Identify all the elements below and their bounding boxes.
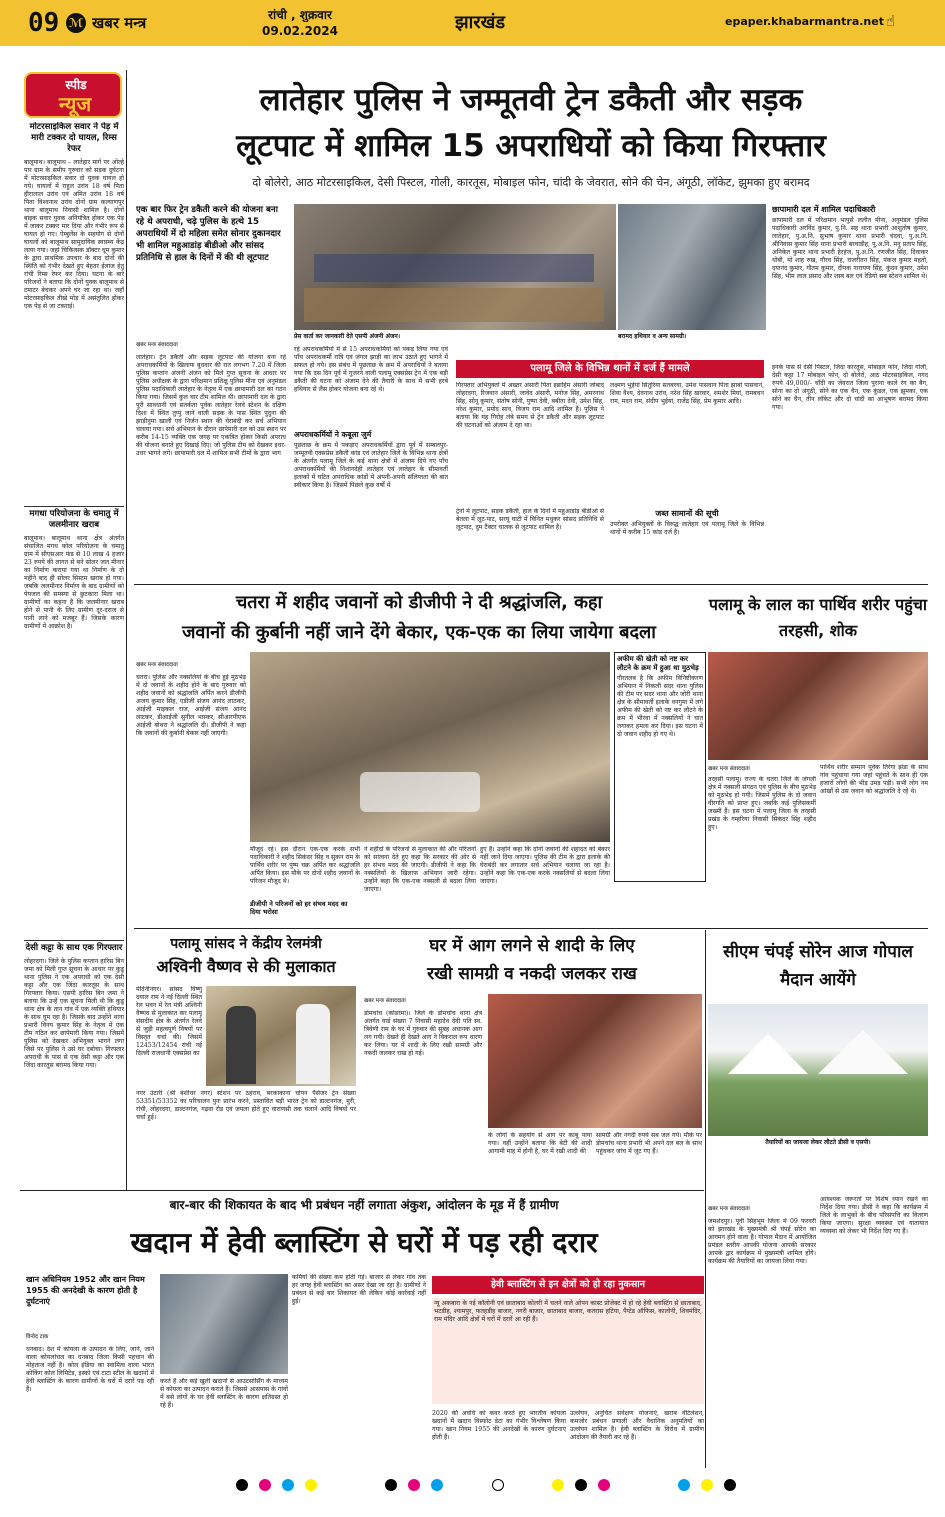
ghar-aag-headline-1: घर में आग लगने से शादी के लिए (429, 936, 635, 956)
color-dot-icon (575, 1479, 587, 1491)
epaper-link[interactable]: epaper.khabarmantra.net (725, 15, 884, 28)
ghar-aag-body-3: सामग्री और नगदी रुपये सब जल गये। मौके पर डोमचांच थाना प्रभारी भी अपने दल बल के साथ पहुंचकर जांच में जुट गए हैं। (596, 1132, 702, 1155)
color-dot-icon (236, 1479, 248, 1491)
color-dot-icon (259, 1479, 271, 1491)
page-number: 09 (28, 8, 60, 38)
lead-right-title: छापामारी दल में शामिल पदाधिकारी (772, 205, 876, 214)
chatra-headline-1: चतरा में शहीद जवानों को डीजीपी ने दी श्रद्धांजलि, कहा (235, 592, 603, 613)
chatra-body-2: मौजूद रहे। इस दौरान एक-एक करके सभी पदाधिकारी ने शहीद सिकंदर सिंह व सुकन राम के पार्थिव शरीर पर पुष्प चक्र अर्पित कर श्रद्धांजलि अर्पित किया। इस मौके पर दोनों शहीद जवानों के परिजन मौजूद थे। (250, 846, 360, 885)
ghar-aag-byline: खबर मन्त्र संवाददाता (364, 998, 406, 1004)
lead-photo-seized-items (618, 204, 766, 330)
speed-news-item-2 (24, 506, 124, 936)
khadan-photo (160, 1274, 288, 1374)
chatra-body-4: हुए हैं। उन्होंने कहा कि दोनों जवानों की शहादत को बेकार नहीं जाने दिया जाएगा। पुलिस की टीम के द्वारा इलाके की घेराबंदी कर लगातार सर्च अभियान चलाया जा रहा है। उन्होंने कहा कि एक-एक करके नक्सलियों से बदला लिया जाएगा। (480, 846, 610, 885)
lead-headline-1: लातेहार पुलिस ने जम्मूतवी ट्रेन डकैती और सड़क (259, 82, 803, 118)
chatra-photo-tribute (250, 652, 610, 842)
khadan-byline: विनोद टाक (26, 1334, 49, 1340)
color-dot-icon (305, 1479, 317, 1491)
palamu-lal-body-1: तरहसी पलामू। राज्य के चतरा जिले के जंगली क्षेत्र में नक्सली संगठन एवं पुलिस के बीच मुठभेड़ को मुठभेड़ हो गयी। जिसमें पुलिस के दो जवान वीरगति को प्राप्त हुए। जबकि कई पुलिसकर्मी जख्मी हैं। इस घटना में पलामू जिला के तरहसी प्रखंड के गम्हरिया निवासी सिकंदर सिंह शहीद हुए। (708, 776, 816, 831)
khadan-red-title: हेवी ब्लास्टिंग से इन क्षेत्रों को हो रहा नुकसान (432, 1276, 704, 1294)
lead-band-body: गिरफ्तार अभियुक्तों में अख्तर अंसारी पिता इब्राहिम अंसारी जोंबाद लोहरदगा, रिजवान अंसारी, जावेद अंसारी, मनोज सिंह, अमरनाथ सिंह, सोनू कुमार, संतोष सोनी, पुष्पा देवी, बबीता देवी, उमेश सिंह, नरेश कुमार, प्रमोद साव, विजय राम आदि शामिल हैं। पुलिस ने बताया कि यह गिरोह लंबे समय से ट्रेन डकैती और सड़क लूटपाट की घटनाओं को अंजाम दे रहा था। (456, 382, 604, 429)
lead-jabt-title: जब्त सामानों की सूची (655, 509, 719, 518)
lead-col-2 (294, 346, 448, 578)
speed-news-item-3 (24, 940, 124, 1190)
vaishnav-photo (206, 986, 356, 1086)
lead-headline-2: लूटपाट में शामिल 15 अपराधियों को किया गिरफ्तार (236, 128, 826, 164)
color-dot-icon (724, 1479, 736, 1491)
ghar-aag-body-1: डोमचांच (कोडरमा)। जिले के डोमचांच थाना क्षेत्र अंतर्गत वार्ड संख्या 7 निवासी महादेव देवी पति स्व. त्रिवेणी राम के घर में गुरुवार की सुबह अचानक आग लग गयी। देखते ही देखते आग ने विकराल रूप धारण कर लिया। घर में शादी के लिए रखी सामग्री और नकदी जलकर राख हो गई। (364, 1010, 482, 1057)
khadan-body-2: करते हैं और कई खुली खदानों से आउटसोर्सिंग के माध्यम से कोयला का उत्पादन कराते हैं। जिससे आसपास के गांवों में बसे लोगों के घर हेवी ब्लास्टिंग के कारण क्षतिग्रस्त हो रहे हैं। (160, 1378, 288, 1409)
khadan-kicker: बार-बार की शिकायत के बाद भी प्रबंधन नहीं लगाता अंकुश, आंदोलन के मूड में हैं ग्रामीण (169, 1198, 559, 1212)
speed-news-item-body: बालूमाथ। बालूमाथ – लातेहार मार्ग पर ओल्हे पार ग्राम के समीप गुरुवार को सड़क दुर्घटना में मोटरसाइकिल सवार दो युवक घायल हो गये। घायलों में राहुल उरांव 18 वर्ष पिता हीरालाल उरांव एवं अमित उरांव 18 वर्ष पिता विश्वनाथ उरांव दोनों ग्राम कल्याणपुर थाना बालूमाथ निवासी शामिल है। दोनों बाइक सवार युवक अनियंत्रित होकर एक पेड़ में जाकर टक्कर मार दिया और गंभीर रूप से घायल हो गए। ऐम्बुलेंस के सहयोग से दोनों घायलों को बालूमाथ सामुदायिक स्वास्थ्य केंद्र लाया गया। जहां चिकित्सक डॉक्टर धूम कुमार के द्वारा प्राथमिक उपचार के बाद दोनों की स्थिति को गंभीर देखते हुए बेहतर ईलाज हेतु रांची रिम्स रेफर कर दिया। घटना के बारे परिजनों ने बताया कि दोनों युवक बालूमाथ से टमाटर बेचकर अपने घर जा रहा था। जहाँ मोटरसाइकिल तीखे मोड़ में असंतुलित होकर एक पेड़ से जा टकराई। (24, 159, 124, 310)
lead-band-body-3: लक्ष्मण भुईयां सितुरिया सतबरवा, उमेश पासवान पिता झाबो पासवान, शिवा वैश्य, देवनाथ उरांव, नरेश सिंह खरवार, शमशेर मियां, रामबचन राम, मदन राम, संदीप भुईयां, राजेंद्र सिंह, प्रेम कुमार आदि। (610, 382, 764, 405)
cm-body-2: आवश्यक जरूरतों पर विशेष ध्यान रखने का निर्देश दिया गया। डीसी ने कहा कि कार्यक्रम में जिले के लाभुकों के बीच परिसंपत्ति का वितरण किया जाएगा। सुरक्षा व्यवस्था एवं यातायात व्यवस्था को लेकर भी निर्देश दिए गए हैं। (820, 1196, 928, 1235)
masthead (0, 0, 945, 46)
lead-sub-a: अपराधकर्मियों ने कबूला जुर्म (294, 430, 372, 439)
color-dot-icon (385, 1479, 397, 1491)
khadan-body-4: 2020 की अवधि को कवर करते हुए भारतीय कोयला खदानों में खदान विस्फोट डेटा का गंभीर विश्लेषण किया गया। खान नियम 1955 की अनदेखी के कारण दुर्घटनाएं होती हैं। (432, 1410, 566, 1441)
color-dot-icon (408, 1479, 420, 1491)
color-dot-icon (678, 1479, 690, 1491)
pointer-icon: ☝ (886, 12, 896, 30)
speed-news-item-title: मगधा परियोजना के चमातु में जलमीनार खराब (29, 509, 119, 530)
chatra-headline-2: जवानों की कुर्बानी नहीं जाने देंगे बेकार, एक-एक का लिया जायेगा बदला (182, 622, 656, 643)
print-registration-marks (0, 1476, 945, 1506)
crosshair-icon (492, 1479, 504, 1491)
lead-band-body-2: ट्रेनों में लूटपाट, सड़क डकैती, हाल के दिनों में महुआडांड़ बीडीओ से बेतला में लूट-पाट, सरयू घाटी में विनित मधुकर सांसद प्रतिनिधि से लूटपाट, दुम टैंक्टर चालक से लूटपाट शामिल है। (456, 508, 604, 531)
chatra-sub: डीजीपी ने परिजनों को हर संभव मदद का दिया भरोसा (250, 900, 348, 916)
ghar-aag-headline-2: रखी सामग्री व नकदी जलकर राख (427, 964, 637, 984)
color-dot-icon (701, 1479, 713, 1491)
lead-jabt-box (610, 508, 764, 578)
chatra-box-title: अफीम की खेती को नष्ट कर लौटने के क्रम में हुआ था मुठभेड़ (617, 655, 699, 672)
speed-news-logo (24, 72, 122, 118)
cm-headline: सीएम चंपई सोरेन आज गोपाल मैदान आयेंगे (723, 942, 913, 990)
speed-news-logo-top: स्पीड (65, 78, 87, 92)
color-dot-icon (598, 1479, 610, 1491)
speed-news-item-body: बालूमाथ। बालूमाथ थाना क्षेत्र अंतर्गत संचालित मगध कोल परियोजना के चमातु ग्राम में सीएसआर फंड से 10 लाख 4 हजार 23 रुपये की लागत से बने सोलर जल मीनार का निर्माण कराया गया था निर्माण के दो महीने बाद ही सोलर सिस्टम खराब हो गया। जबकि जलमीनार निर्माण के बाद ग्रामीणों को पेयजल की समस्या से छुटकारा मिला था। ग्रामीणों का कहना है कि जलमीनार खराब होने से पानी के लिए ग्रामीण दूर-दराज से पानी लाने को मजबूर हैं। जिसके कारण ग्रामीणों में आक्रोश है। (24, 535, 124, 630)
palamu-lal-byline: खबर मन्त्र संवाददाता (708, 766, 750, 772)
khadan-side-title: खान अधिनियम 1952 और खान नियम 1955 की अनदेखी के कारण होती है दुर्घटनाएं (26, 1275, 145, 1306)
lead-photo2-caption: बरामद हथियार व अन्य सामग्री। (618, 333, 687, 340)
color-dot-icon (552, 1479, 564, 1491)
lead-deck: एक बार फिर ट्रेन डकैती करने की योजना बना रहे थे अपराधी, चढ़े पुलिस के हत्थे 15 अपराधियों में दो महिला समेत सोनार दुकानदार भी शामिल महुआडांड़ बीडीओ और सांसद प्रतिनिधि से हाल के दिनों में की थी लूटपाट (136, 205, 281, 263)
lead-body-2: रहे अपराधकर्मियों में से 15 अपराधकर्मियों को पकड़ लिया गया एवं पाँच अपराधकर्मी रात्रि एवं जंगल झाड़ी का लाभ उठाते हुए भागने में सफल हो गये। इस संबंध में पूछताछ के क्रम में अपराधियों ने बताया गया कि दस दिन पूर्व में गुजरने वाली पलामू एक्सप्रेस ट्रेन में एक बड़ी डकैती की घटना को अंजाम देने की तैयारी के साथ में सभी हरबे हथियार से लैस होकर योजना बना रहे थे। (294, 346, 448, 393)
cm-body-1: जमशेदपुर। पूर्वी सिंहभूम जिला में 09 फरवरी को झारखंड के मुख्यमंत्री श्री चंपई सोरेन का आगमन होने वाला है। गोपाल मैदान में आयोजित प्रमंडल स्तरीय आपकी योजना आपकी सरकार आपके द्वार कार्यक्रम में मुख्यमंत्री शामिल होंगे। कार्यक्रम की तैयारियों का जायजा लिया गया। (708, 1218, 816, 1265)
chatra-box (614, 652, 706, 882)
vaishnav-headline-1: पलामू सांसद ने केंद्रीय रेलमंत्री (170, 936, 322, 952)
lead-subhead: दो बोलेरो, आठ मोटरसाइकिल, देसी पिस्टल, गोली, कारतूस, मोबाइल फोन, चांदी के जेवरात, सोने की चेन, अंगूठी, लॉकेट, झुमका हुए बरामद (252, 176, 810, 189)
color-dot-icon (431, 1479, 443, 1491)
cm-caption: तैयारियों का जायजा लेकर लौटते डीसी व एसपी। (765, 1139, 871, 1146)
lead-band-title: पलामू जिले के विभिन्न थानों में दर्ज हैं मामले (456, 360, 764, 378)
lead-right-body-2: इनके पास से देसी पिस्टल, जिंदा कारतूस, मोबाइल फोन, जिंदा गोली, देसी कट्टा 17 मोबाइल फोन, दो बोलेरो, आठ मोटरसाइकिल, नगद रुपये 49,000/- चाँदी का जेवरात जिला पुराना काले रंग का बैग, सोना का दो अंगूठी, सोने का एक चैन, एक कुंडल, एक झुमका, एक सोने का चैन, तीन लॉकेट और दो चांदी का आभूषण बरामद किया गया। (772, 364, 928, 411)
khadan-red-body: न्यू अकबारा के नई कॉलोनी एवं छाताबाद कोलरी में चलने वाले ओपन कास्ट प्रोजेक्ट में हो रहे हेवी ब्लास्टिंग से छाताबाद, भटडीह, श्यामपुर, फतहडीह बाजार, नगरी बाजार, छाताबाद बाजार, कतरास हटिया, पैप्टेड ऑफिस, कालोनी, शिवमंदिर, राम मंदिर आदि क्षेत्रों में घरों में दरारें आ रही हैं। (432, 1298, 704, 1404)
speed-news-item-title: देसी कट्टा के साथ एक गिरफ्तार (25, 943, 123, 953)
vaishnav-body-1: मेदिनीनगर। सांसद विष्णु दयाल राम ने नई दिल्ली स्थित रेल भवन में रेल मंत्री अश्विनी वैष्णव से मुलाकात कर पलामू संसदीय क्षेत्र के अंतर्गत रेलवे से जुड़ी महत्वपूर्ण विषयों पर विस्तृत चर्चा की। जिसमें 12453/12454 रांची नई दिल्ली राजधानी एक्सप्रेस का (136, 986, 202, 1057)
speed-news-logo-bottom: न्यूज (58, 92, 92, 116)
color-dot-icon (282, 1479, 294, 1491)
lead-body-1: लातेहार। ट्रेन डकैती और सड़क लूटपाट की योजना बना रहे अपराधकर्मियों के खिलाफ बुधवार की रात लगभग 7.20 में जिला पुलिस कप्तान अंजनी अंजन को मिले गुप्त सूचना के आधार पर पुलिस अधीक्षक के द्वारा परिक्षमान प्रशिक्षु पुलिस मीना एवं अनुमंडल पुलिस पदाधिकारी लातेहार के नेतृत्व में एक छापामारी दल का गठन किया गया। जिसमें कुल चार टीम शामिल थी। छापामारी दल के द्वारा पूरी सावधानी एवं सतर्कता पूर्वक लातेहार रेलवे स्टेशन के दक्षिण दिशा में स्थित तुप्पु जाने वाली सड़क के पास स्थित पुदुना की झाड़ीनुमा खाली एवं निर्जन स्थान की घेराबंदी कर सर्च अभियान चलाया गया। सर्च अभियान के दौरान छापेमारी दल को उस स्थान पर करीब 14-15 व्यक्ति एक जगह पर एकत्रित होकर किसी अपराध की योजना बनाते हुए दिखाई दिए। जो पुलिस टीम को देखकर इधर-उधर भागने लगे। छापामारी दल में शामिल सभी टीमों के द्वारा भाग (136, 354, 286, 457)
cm-photo (708, 1004, 928, 1136)
cm-byline: खबर मन्त्र संवाददाता (708, 1206, 750, 1212)
city-day: रांची , शुक्रवार (268, 8, 332, 22)
palamu-lal-headline: पलामू के लाल का पार्थिव शरीर पहुंचा तरहसी, शोक (708, 595, 928, 640)
khadan-body-5: उल्लंघन, अनुचित सर्वेक्षण योजनाएं, खराब वेंटिलेशन, कमजोर प्रबंधन प्रणाली और वैधानिक अनुमतियों का उल्लंघन शामिल है। हेवी ब्लास्टिंग के विरोध में ग्रामीण आंदोलन की तैयारी कर रहे हैं। (570, 1410, 704, 1441)
lead-jabt-body: उपरोक्त अभियुक्तों के विरुद्ध लातेहार एवं पलामू जिले के विभिन्न थानों में करीब 15 कांड दर्ज है। (610, 521, 764, 536)
brand-logo-icon: ℳ (66, 13, 86, 33)
chatra-body-1: चतरा। पुलिस और नक्सलियों के बीच हुई मुठभेड़ में दो जवानों के शहीद होने के बाद गुरुवार को शहीद जवानों को श्रद्धांजलि अर्पित करने डीजीपी अजय कुमार सिंह, एडीजी संजय आनंद लाठकर, आईजी माइकल राज, आईजी संजय आनंद लाटकर, डीआईजी सुनील भास्कर, सीआरपीएफ आईजी बोथरा ने श्रद्धांजलि दी। डीजीपी ने कहा कि जवानों की कुर्बानी बेकार नहीं जाएगी। (136, 674, 246, 737)
khadan-body-1: धनबाद। देश में कोयला के उत्पादन के लिए, जाने, जाने वाला कोयलांचल का धनबाद जिला किसी पहचान की मोहताज नहीं है। कोल इंडिया का स्वामित्व वाला भारत कोकिंग कोल लिमिटेड, इस्को एवं टाटा स्टील के खदानों में हेवी ब्लास्टिंग के कारण ग्रामीणों के घरों में दरारें पड़ रही हैं। (26, 1346, 154, 1393)
chatra-body-3: ने शहीदों के परिजनों से मुलाकात की और परिजनों को सांत्वना देते हुए कहा कि सरकार की ओर से हर संभव मदद की जाएगी। डीजीपी ने कहा कि नक्सलियों के खिलाफ अभियान जारी रहेगा। उन्होंने कहा कि एक-एक नक्सली से बदला लिया जाएगा। (364, 846, 476, 893)
lead-body-3: पूछताछ के क्रम में पकड़ाए अपराधकर्मियों द्वारा पूर्व में सम्बलपुर-जम्मूतवी एक्सप्रेस डकैती कांड एवं लातेहार जिले के विभिन्न थाना क्षेत्रों के अंतर्गत पलामू जिले के कई थाना क्षेत्रों में अंजाम दिये गए पाँच अपराधकर्मियों की निशानदेही लातेहार एवं लातेहार के सीमावर्ती इलाकों में घटित अपराधिक कांडों में अपनी-अपनी संलिप्तता की बात स्वीकार किया है। जिसमें पिछले कुछ वर्षों में (294, 442, 448, 489)
lead-right-body: छापामारी दल में परिक्षमान भापुसे ललीत मीना, अनुमंडल पुलिस पदाधिकारी अरविंद कुमार, पु.नि. सह थाना प्रभारी आशुतोष कुमार, लातेहार, पु.अ.नि. सुभाष कुमार थाना प्रभारी चंदवा, पु.अ.नि. श्रीनिवास कुमार सिंह थाना प्रभारी बरवाडीह, पु.अ.नि. मनु प्रताप सिंह, अनिकेत कुमार थाना प्रभारी हेरहंज, पु.अ.नि. रणजीत सिंह, दिवाकर धोबी, मो शाह रुख, गौरव सिंह, राजरीतन सिंह, पंकज कुमार महतो, दयानंद कुमार, गौतम कुमार, दीपक नारायण सिंह, कुंदन कुमार, उमेश सिंह, भीम लाल प्रसाद और शस्त्र बल एवं रेडियो सब स्टेशन शामिल थे। (772, 217, 928, 280)
chatra-byline: खबर मन्त्र संवाददाता (136, 662, 178, 668)
vaishnav-headline-2: अश्विनी वैष्णव से की मुलाकात (156, 957, 336, 976)
ghar-aag-photo (488, 994, 702, 1128)
lead-photo1-caption: प्रेस वार्ता कर जानकारी देते एसपी अंजनी अंजन। (294, 333, 401, 340)
issue-date: 09.02.2024 (262, 24, 338, 38)
speed-news-item-title: मोटरसाइकिल सवार ने पेड़ में मारी टक्कर दो घायल, रिम्स रेफर (29, 122, 119, 154)
chatra-box-body: गौरतलब है कि अफीम विनिष्टीकरण अभियान में निकली सदर थाना पुलिस की टीम पर सदर थाना और जोरी थाना क्षेत्र के सीमावर्ती इलाके वनगुमा में लगे अफीम की खेती को नष्ट कर लौटने के क्रम में भीरवा में नक्सलियों ने घात लगाकर हमला कर दिया। इस घटना में दो जवान शहीद हो गए थे। (617, 675, 703, 738)
vaishnav-body-2: नगर उंटारी (श्री बंशीधर नगर) स्टेशन पर ठहराव, बरकाकाना चोपन पैसेंजर ट्रेन संख्या 53351/53352 का परिचालन पुनः प्रारंभ करने, प्रस्तावित बड़ी भारत ट्रेन को डाल्टनगंज, मुरी, रांची, लोहरदगा, डाल्टनगंज, गढ़वा रोड एवं जपला होते हुए वाराणसी तक चलाने आदि विषयों पर चर्चा हुई। (136, 1090, 356, 1121)
speed-news-item-body: लोहरदगा। जिले के पुलिस कप्तान हारिस बिन जमा को मिली गुप्त सूचना के आधार पर कुडू थाना पुलिस ने एक अपराधी को एक देसी कट्टा और एक जिंदा कारतूस के साथ गिरफ्तार किया। एसपी हारिस बिन जमा ने बताया कि उन्हें एक सूचना मिली थी कि कुडू थाना क्षेत्र के तान गांव में एक व्यक्ति हथियार के साथ घूम रहा है। जिसके बाद उन्होंने थाना प्रभारी विनय कुमार सिंह के नेतृत्व में एक टीम गठित कर छापेमारी किया गया। जिसमें पुलिस को देखकर अभियुक्त भागने लगा जिसे पर पुलिस ने उसे घर दबोचा। गिरफ्तार अपराधी के पास से एक देसी कट्टा और एक जिंदा कारतूस बरामद किया गया। (24, 958, 124, 1069)
brand-name: खबर मन्त्र (92, 14, 147, 32)
palamu-lal-photo (708, 652, 928, 760)
lead-right-box (772, 204, 928, 360)
palamu-lal-body-2: पार्थिव शरीर सम्मान पूर्वक तिरंगा झंडा के साथ गांव पहुंचाया गया जहां पहुंचते के साथ ही एक हजारों लोगों की भीड़ उमड़ पड़ी। सभी लोग नम आंखों से उस जवान को श्रद्धांजलि दे रहे थे। (820, 764, 928, 795)
ghar-aag-body-2: के लोगों के सहयोग से आग पर काबू पाया गया। वहीं उन्होंने बताया कि बेटी की शादी आगामी माह में होनी है, घर में रखी शादी की (488, 1132, 592, 1155)
khadan-headline: खदान में हेवी ब्लास्टिंग से घरों में पड़ रही दरार (130, 1226, 598, 1259)
lead-byline: खबर मन्त्र संवाददाता (136, 342, 178, 348)
lead-photo-press-conference (294, 204, 616, 330)
speed-news-item-1 (24, 122, 124, 502)
khadan-body-3: कर्मियों की संख्या कम होती गई। बाजार से लेकर गांव तक हर जगह हेवी ब्लास्टिंग का असर देखा जा रहा है। ग्रामीणों ने प्रबंधन से कई बार शिकायत की लेकिन कोई कार्रवाई नहीं हुई। (292, 1274, 426, 1305)
section-name: झारखंड (455, 12, 505, 33)
